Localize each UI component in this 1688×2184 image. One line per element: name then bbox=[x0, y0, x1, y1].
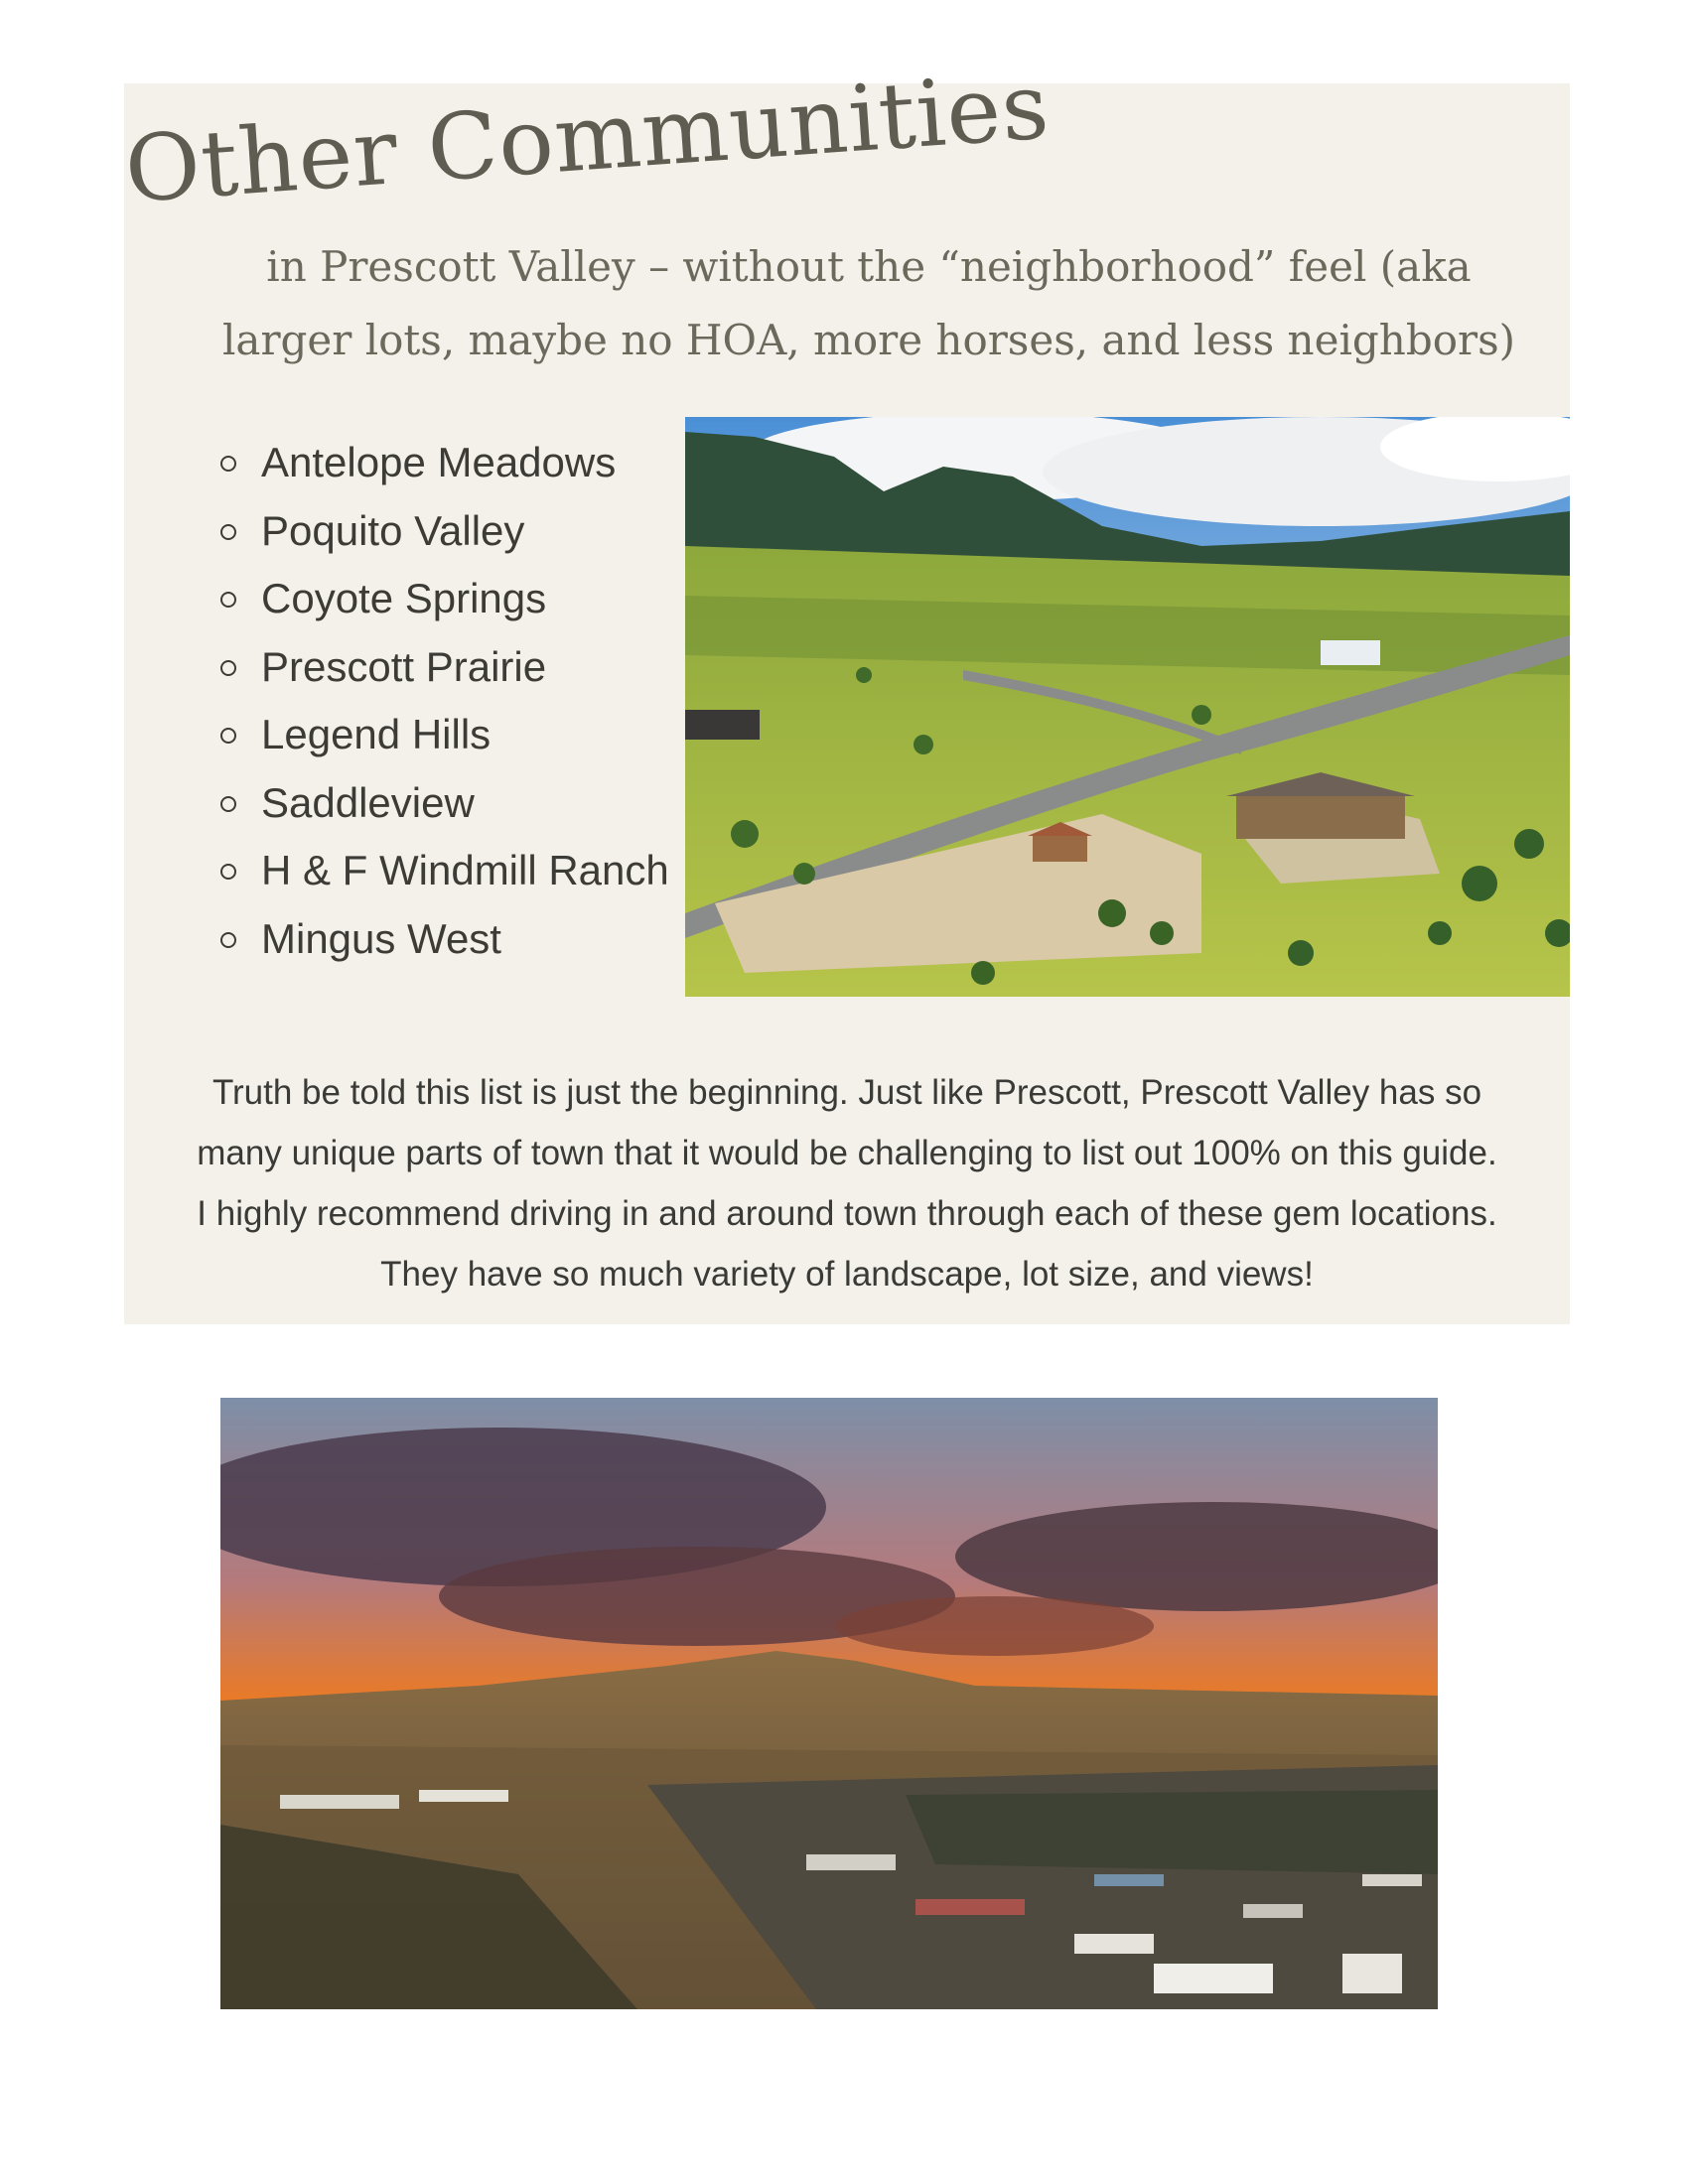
subtitle-line: in Prescott Valley – without the “neighborhood” feel (aka bbox=[266, 242, 1472, 291]
bullet-icon bbox=[220, 728, 236, 744]
list-item bbox=[216, 565, 669, 633]
bullet-icon bbox=[220, 932, 236, 948]
paragraph-line: Truth be told this list is just the beginning. Just like Prescott, Prescott Valley has so bbox=[211, 1073, 1482, 1112]
list-item bbox=[216, 837, 669, 905]
community-name: H & F Windmill Ranch bbox=[261, 847, 669, 893]
bullet-icon bbox=[220, 592, 236, 608]
community-name: Coyote Springs bbox=[261, 575, 547, 621]
community-name: Mingus West bbox=[261, 914, 501, 962]
list-item bbox=[216, 701, 669, 769]
bullet-icon bbox=[220, 796, 236, 812]
paragraph-line: many unique parts of town that it would be challenging to list out 100% on this guide. bbox=[197, 1134, 1497, 1172]
list-item bbox=[216, 905, 669, 974]
paragraph-line: I highly recommend driving in and around town through each of these gem locations. bbox=[197, 1194, 1497, 1233]
community-list bbox=[216, 429, 669, 973]
bullet-icon bbox=[220, 456, 236, 472]
bullet-icon bbox=[220, 660, 236, 676]
ranch-aerial-photo bbox=[685, 417, 1570, 997]
community-name: Prescott Prairie bbox=[261, 642, 547, 690]
sunset-aerial-photo bbox=[220, 1398, 1438, 2009]
community-name: Legend Hills bbox=[261, 711, 492, 757]
paragraph-line: They have so much variety of landscape, lot size, and views! bbox=[380, 1255, 1314, 1294]
page-subtitle bbox=[149, 230, 1589, 377]
list-item bbox=[216, 429, 669, 497]
page-title: Other Communities bbox=[121, 53, 1054, 223]
list-item bbox=[216, 633, 669, 702]
subtitle-line: larger lots, maybe no HOA, more horses, and less neighbors) bbox=[221, 316, 1516, 364]
closing-paragraph bbox=[132, 1062, 1562, 1304]
community-name: Poquito Valley bbox=[261, 506, 525, 554]
bullet-icon bbox=[220, 524, 236, 540]
community-name: Saddleview bbox=[261, 778, 475, 826]
bullet-icon bbox=[220, 864, 236, 880]
community-name: Antelope Meadows bbox=[261, 439, 617, 485]
list-item bbox=[216, 497, 669, 566]
list-item bbox=[216, 769, 669, 838]
